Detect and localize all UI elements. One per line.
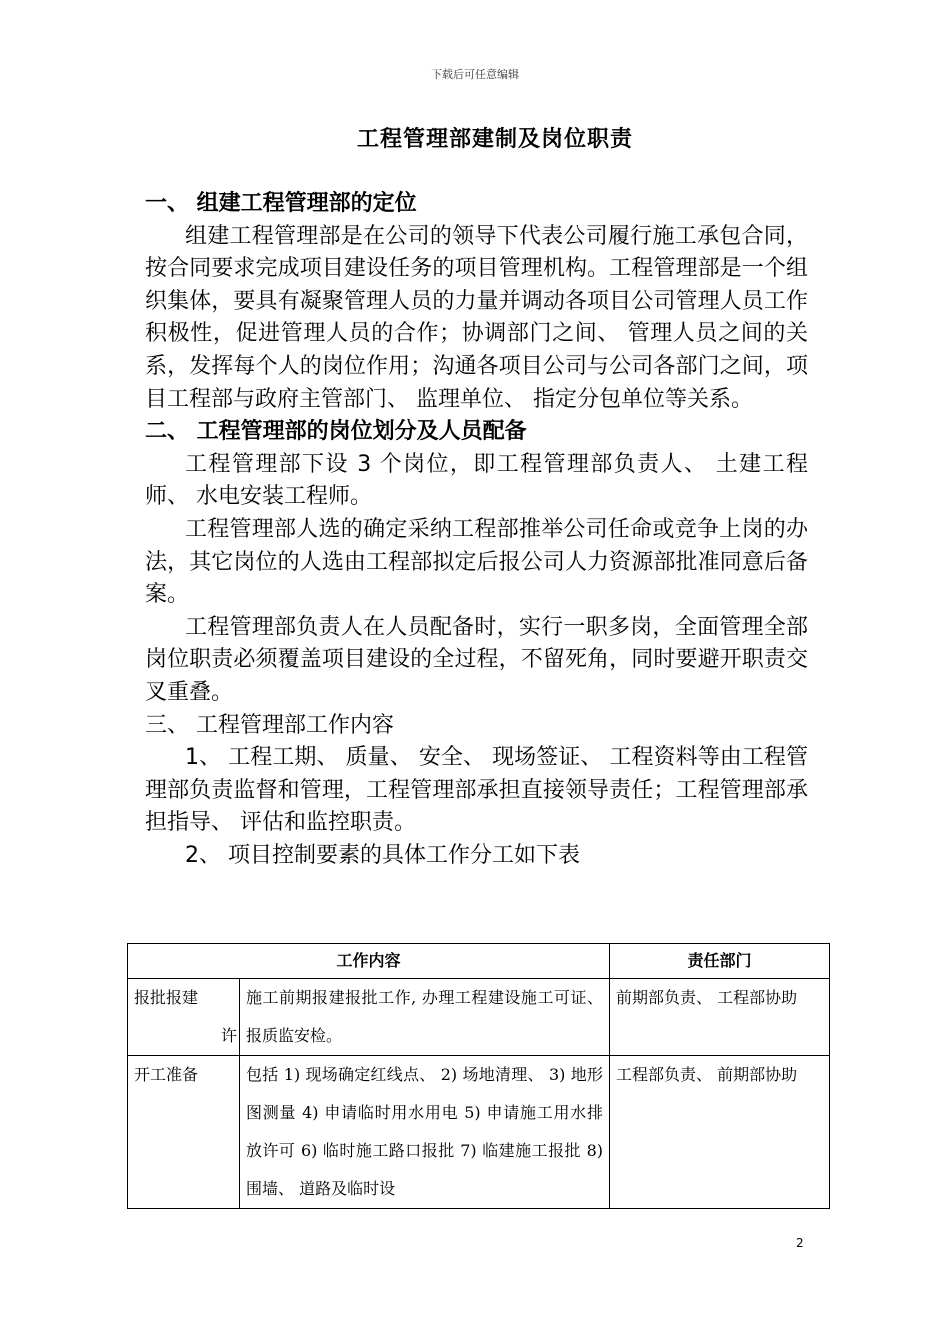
section-1-heading: 一、 组建工程管理部的定位 [145, 191, 417, 216]
row-task: 施工前期报建报批工作, 办理工程建设施工可证、 报质监安检。 [240, 979, 610, 1056]
section-3-heading: 三、 工程管理部工作内容 [145, 712, 394, 738]
row-dept: 工程部负责、 前期部协助 [610, 1056, 830, 1209]
section-3-item-1: 1、 工程工期、 质量、 安全、 现场签证、 工程资料等由工程管理部负责监督和管理，工程管理部承担直接领导责任；工程管理部承担指导、 评估和监控职责。 [145, 745, 808, 836]
row-category-wrap: 许 [220, 1026, 237, 1045]
table-row [128, 979, 830, 1056]
document-title: 工程管理部建制及岗位职责 [356, 127, 633, 152]
section-2-paragraph-2: 工程管理部人选的确定采纳工程部推举公司任命或竞争上岗的办法，其它岗位的人选由工程部拟定后报公司人力资源部批准同意后备案。 [145, 516, 808, 608]
row-category [128, 979, 240, 1056]
section-1-paragraph: 组建工程管理部是在公司的领导下代表公司履行施工承包合同，按合同要求完成项目建设任务的项目管理机构。工程管理部是一个组织集体，要具有凝聚管理人员的力量并调动各项目公司管理人员工作积极性，促进管理人员的合作；协调部门之间、 管理人员之间的关系，发挥每个人的岗位作用；沟通各项目公司与公司各部门之间，项目工程部与政府主管部门、 监理单位、 指定分包单位等关系。 [145, 223, 808, 412]
column-header-work: 工作内容 [128, 944, 610, 979]
table-row [128, 1056, 830, 1209]
work-division-table [127, 943, 830, 1209]
section-2-heading: 二、 工程管理部的岗位划分及人员配备 [145, 419, 527, 445]
row-category-label: 报批报建 [134, 988, 199, 1007]
section-3-item-2: 2、 项目控制要素的具体工作分工如下表 [185, 842, 580, 868]
row-task: 包括 1) 现场确定红线点、 2) 场地清理、 3) 地形图测量 4) 申请临时用水用电 5) 申请施工用水排放许可 6) 临时施工路口报批 7) 临建施工报批 8) 围墙、 道路及临时设 [240, 1056, 610, 1209]
section-2-paragraph-3: 工程管理部负责人在人员配备时，实行一职多岗，全面管理全部岗位职责必须覆盖项目建设的全过程，不留死角，同时要避开职责交叉重叠。 [145, 614, 808, 705]
section-2-paragraph-1: 工程管理部下设 3 个岗位，即工程管理部负责人、 土建工程师、 水电安装工程师。 [145, 451, 808, 510]
row-category-label: 开工准备 [134, 1065, 199, 1084]
column-header-dept: 责任部门 [610, 944, 830, 979]
page-number: 2 [796, 1236, 804, 1250]
header-note: 下载后可任意编辑 [431, 68, 519, 81]
document-body [145, 188, 808, 872]
table-header-row [128, 944, 830, 979]
row-category [128, 1056, 240, 1209]
row-dept: 前期部负责、 工程部协助 [610, 979, 830, 1056]
